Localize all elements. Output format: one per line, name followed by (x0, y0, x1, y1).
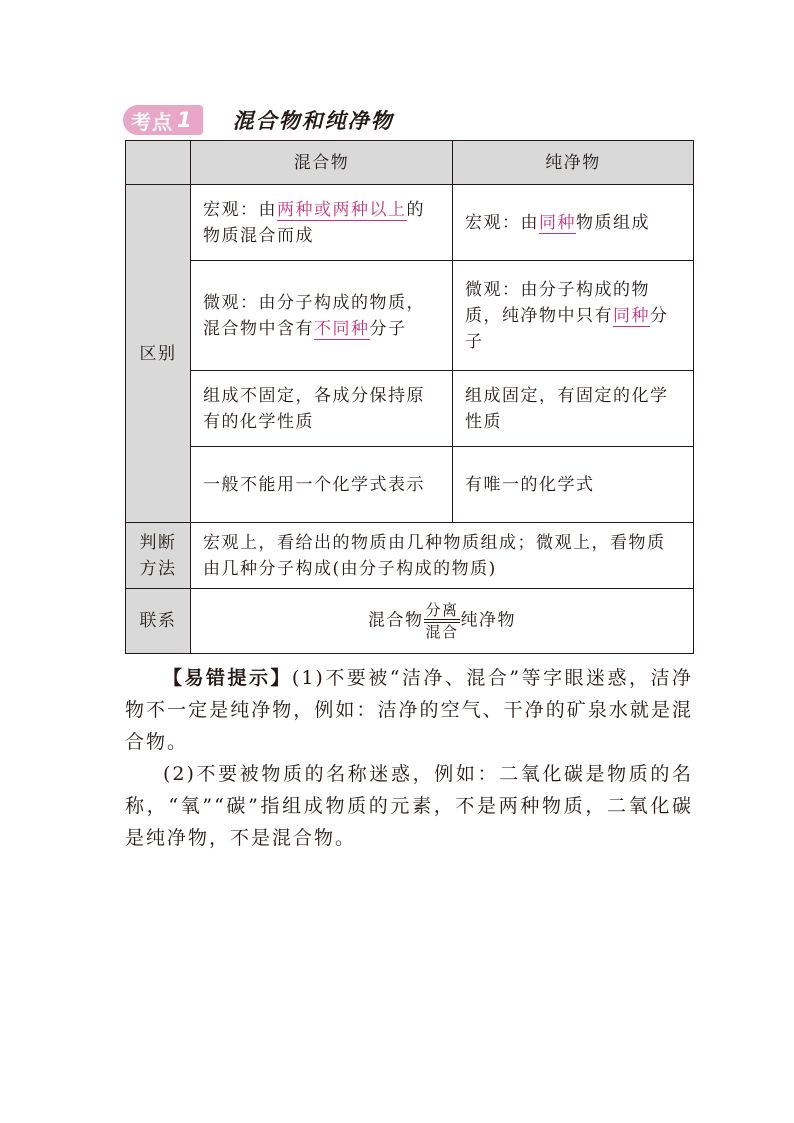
mixture-formula-cell: 一般不能用一个化学式表示 (191, 447, 453, 523)
tag-label: 考点 (131, 109, 173, 134)
comparison-table (125, 140, 694, 654)
pure-micro-cell: 微观：由分子构成的物质，纯净物中只有同种分子 (453, 261, 694, 371)
table-row (126, 447, 694, 523)
pure-macro-cell: 宏观：由同种物质组成 (453, 185, 694, 261)
mixture-macro-cell: 宏观：由两种或两种以上的物质混合而成 (191, 185, 453, 261)
header-blank (126, 141, 191, 185)
table-row (126, 261, 694, 371)
relation-left: 混合物 (367, 610, 424, 631)
difference-label: 区别 (126, 185, 191, 523)
topic-tag (123, 105, 203, 135)
arrow-top-label: 分离 (425, 601, 459, 619)
table-header-row (126, 141, 694, 185)
header-mixture: 混合物 (191, 141, 453, 185)
highlight-term: 两种或两种以上 (277, 199, 407, 220)
header-pure: 纯净物 (453, 141, 694, 185)
highlight-term: 同种 (539, 212, 576, 233)
tip-1 (125, 662, 693, 758)
judge-label: 判断方法 (126, 523, 191, 589)
table-row (126, 523, 694, 589)
table-row (126, 589, 694, 654)
section-heading (123, 103, 394, 137)
highlight-term: 不同种 (314, 318, 370, 339)
highlight-term: 同种 (613, 305, 650, 326)
error-tips (125, 662, 693, 854)
pure-composition-cell: 组成固定，有固定的化学性质 (453, 371, 694, 447)
arrow-bottom-label: 混合 (425, 623, 459, 641)
tips-label: 【易错提示】 (163, 667, 292, 689)
relation-right: 纯净物 (460, 610, 516, 631)
relation-label: 联系 (126, 589, 191, 654)
table-row (126, 371, 694, 447)
section-title: 混合物和纯净物 (232, 109, 394, 133)
tag-number: 1 (177, 108, 193, 132)
relation-arrow (424, 602, 459, 640)
tip-2: (2)不要被物质的名称迷惑，例如：二氧化碳是物质的名称，“氧”“碳”指组成物质的元素，不是两种物质，二氧化碳是纯净物，不是混合物。 (125, 763, 693, 849)
table-row (126, 185, 694, 261)
pure-formula-cell: 有唯一的化学式 (453, 447, 694, 523)
mixture-micro-cell: 微观：由分子构成的物质，混合物中含有不同种分子 (191, 261, 453, 371)
tip-1-text: (1)不要被“洁净、混合”等字眼迷惑，洁净物不一定是纯净物，例如：洁净的空气、干净的矿泉水就是混合物。 (125, 667, 693, 753)
mixture-composition-cell: 组成不固定，各成分保持原有的化学性质 (191, 371, 453, 447)
judge-text: 宏观上，看给出的物质由几种物质组成；微观上，看物质由几种分子构成(由分子构成的物质) (191, 523, 694, 589)
relation-cell (191, 589, 694, 654)
